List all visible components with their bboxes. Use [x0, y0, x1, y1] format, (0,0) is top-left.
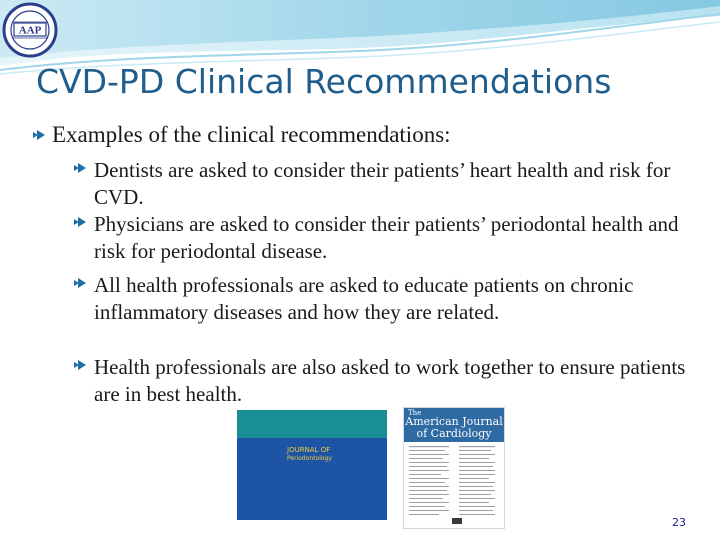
sub-bullet-text: All health professionals are asked to educate patients on chronic inflammatory diseases and how they are related. — [94, 273, 634, 324]
cover-title-line-2: of Cardiology — [416, 427, 492, 440]
aap-logo — [2, 2, 58, 58]
logo-text: AAP — [18, 24, 42, 37]
cover-top-band — [237, 410, 387, 438]
bullet-icon — [73, 215, 87, 229]
slide-title: CVD-PD Clinical Recommendations — [36, 62, 612, 101]
cover-header — [404, 408, 504, 442]
cover-the: The — [408, 409, 422, 417]
journal-of-periodontology-cover — [237, 410, 387, 520]
cover-line-2: Periodontology — [287, 455, 332, 462]
sub-bullet-text: Dentists are asked to consider their patients’ heart health and risk for CVD. — [94, 158, 671, 209]
american-journal-of-cardiology-cover — [403, 407, 505, 529]
bullet-icon — [32, 128, 46, 142]
sub-bullet-2 — [94, 211, 694, 265]
cover-line-1: JOURNAL OF — [287, 446, 331, 454]
sub-bullet-1 — [94, 157, 694, 211]
table-of-contents-lines — [404, 442, 504, 528]
main-bullet-text: Examples of the clinical recommendations: — [52, 122, 451, 147]
cover-title-line-1: American Journal — [405, 415, 503, 428]
sub-bullet-text: Physicians are asked to consider their patients’ periodontal health and risk for periodontal disease. — [94, 212, 679, 263]
main-bullet — [52, 122, 451, 148]
bullet-icon — [73, 358, 87, 372]
bullet-icon — [73, 276, 87, 290]
sub-bullet-3 — [94, 272, 694, 326]
sub-bullet-4 — [94, 354, 694, 408]
sub-bullet-text: Health professionals are also asked to work together to ensure patients are in best health. — [94, 355, 686, 406]
page-number: 23 — [672, 516, 686, 529]
bullet-icon — [73, 161, 87, 175]
